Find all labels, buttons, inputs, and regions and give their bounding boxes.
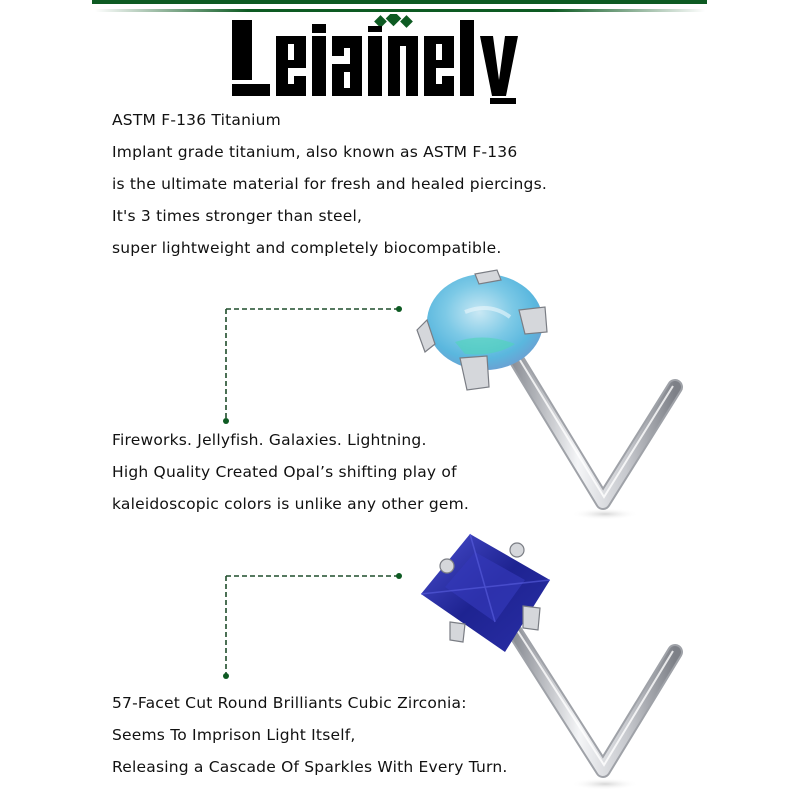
opal-callout-connector [222, 305, 402, 429]
connector-dot-icon [396, 573, 402, 579]
header-gradient-line [95, 9, 705, 12]
opal-line: kaleidoscopic colors is unlike any other gem. [112, 495, 470, 513]
titanium-line: It's 3 times stronger than steel, [112, 207, 363, 225]
titanium-description [112, 104, 547, 264]
cz-line: Seems To Imprison Light Itself, [112, 726, 356, 744]
header-top-bar [92, 0, 707, 4]
titanium-line: is the ultimate material for fresh and healed piercings. [112, 175, 547, 193]
cz-callout-connector [222, 572, 402, 686]
titanium-line: super lightweight and completely biocompatible. [112, 239, 502, 257]
cz-line: Releasing a Cascade Of Sparkles With Every Turn. [112, 758, 508, 776]
brand-logo-wordmark [232, 14, 562, 104]
connector-dot-icon [223, 673, 229, 679]
opal-line: High Quality Created Opal’s shifting play of [112, 463, 457, 481]
logo-diamonds-icon [374, 14, 413, 28]
connector-dot-icon [396, 306, 402, 312]
opal-line: Fireworks. Jellyfish. Galaxies. Lightning. [112, 431, 427, 449]
cz-description [112, 687, 508, 783]
cz-line: 57-Facet Cut Round Brilliants Cubic Zirconia: [112, 694, 467, 712]
titanium-line: Implant grade titanium, also known as ASTM F-136 [112, 143, 518, 161]
titanium-heading: ASTM F-136 Titanium [112, 111, 281, 129]
brand-logo [232, 14, 562, 104]
opal-description [112, 424, 469, 520]
